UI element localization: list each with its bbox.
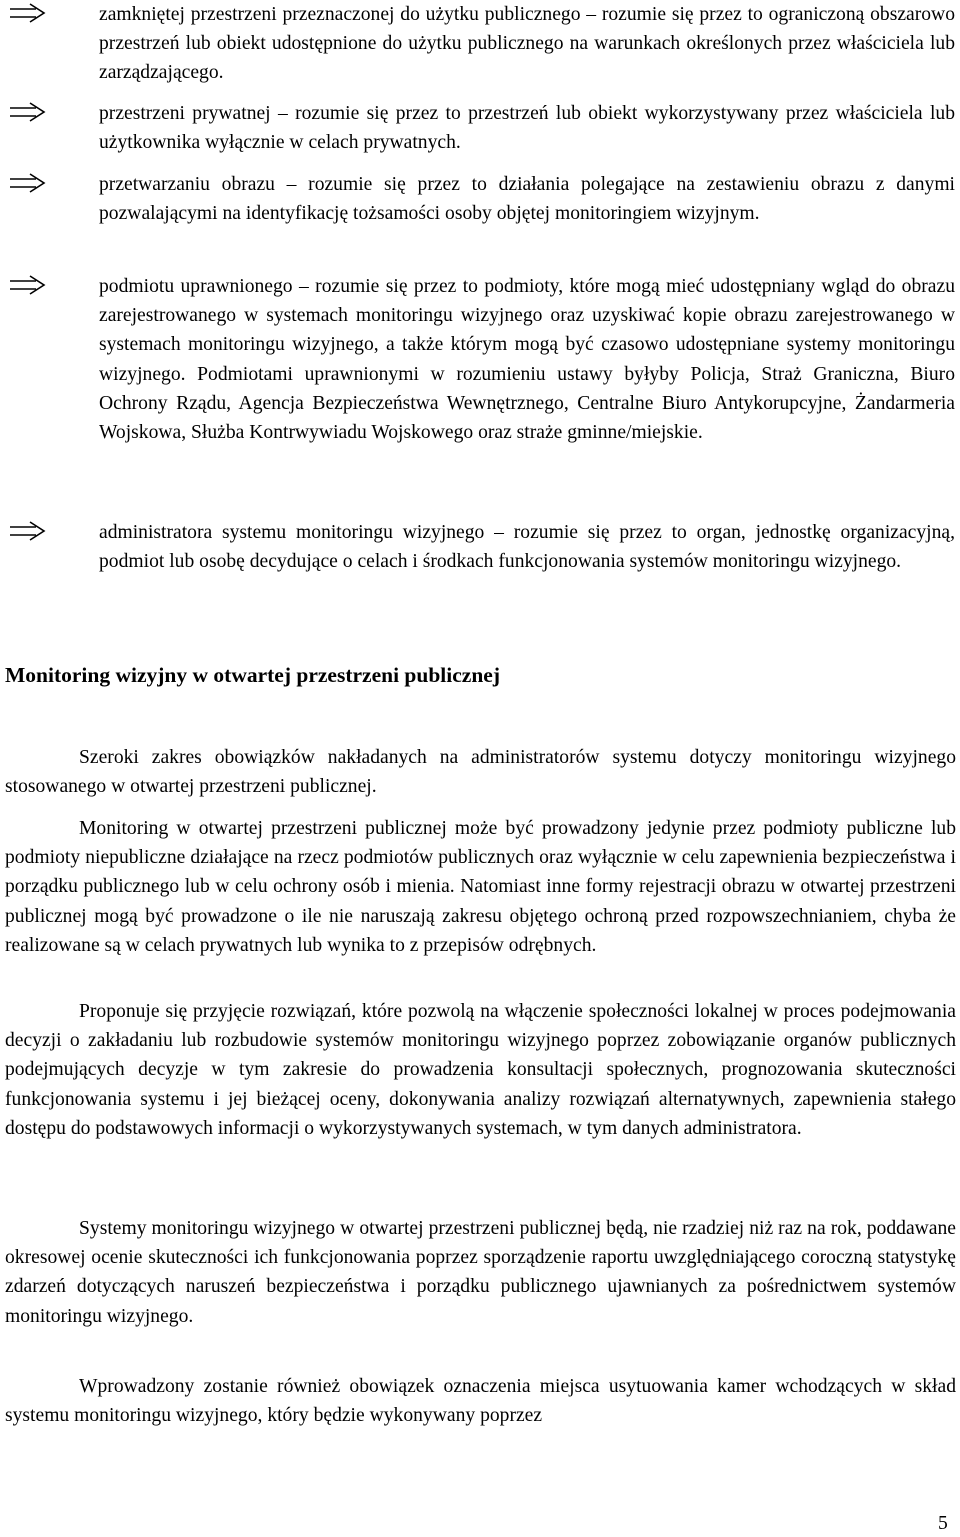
double-right-arrow-icon	[8, 101, 48, 123]
double-right-arrow-icon	[8, 520, 48, 542]
body-paragraph: Wprowadzony zostanie również obowiązek oznaczenia miejsca usytuowania kamer wchodzących w skład systemu monitoringu wizyjnego, który będzie wykonywany poprzez	[5, 1376, 956, 1427]
body-paragraph: Szeroki zakres obowiązków nakładanych na administratorów systemu dotyczy monitoringu wizyjnego stosowanego w otwartej przestrzeni publicznej.	[5, 747, 956, 798]
definition-text: administratora systemu monitoringu wizyjnego – rozumie się przez to organ, jednostkę organizacyjną, podmiot lub osobę decydujące o celach i środkach funkcjonowania systemów monitoringu wizyjnego.	[99, 522, 955, 573]
body-paragraph: Monitoring w otwartej przestrzeni publicznej może być prowadzony jedynie przez podmioty publiczne lub podmioty niepubliczne działające na rzecz podmiotów publicznych oraz wyłącznie w celu zapewnienia bezpieczeństwa i porządku publicznego lub w celu ochrony osób i mienia. Natomiast inne formy rejestracji obrazu w otwartej przestrzeni publicznej mogą być prowadzone o ile nie naruszają zakresu objętego ochroną przed rozpowszechnianiem, chyba że realizowane są w celach prywatnych lub wynika to z przepisów odrębnych.	[5, 818, 956, 956]
double-right-arrow-icon	[8, 172, 48, 194]
double-right-arrow-icon	[8, 274, 48, 296]
definition-text: zamkniętej przestrzeni przeznaczonej do użytku publicznego – rozumie się przez to ograniczoną obszarowo przestrzeń lub obiekt udostępnione do użytku publicznego na warunkach określonych przez właściciela lub zarządzającego.	[99, 4, 955, 84]
double-right-arrow-icon	[8, 2, 48, 24]
section-heading: Monitoring wizyjny w otwartej przestrzeni publicznej	[5, 663, 500, 687]
body-paragraph: Systemy monitoringu wizyjnego w otwartej przestrzeni publicznej będą, nie rzadziej niż raz na rok, poddawane okresowej ocenie skuteczności ich funkcjonowania poprzez sporządzenie raportu uwzględniającego coroczną statystykę zdarzeń dotyczących naruszeń bezpieczeństwa i porządku publicznego ujawnianych za pośrednictwem systemów monitoringu wizyjnego.	[5, 1218, 956, 1327]
definition-text: przetwarzaniu obrazu – rozumie się przez to działania polegające na zestawieniu obrazu z danymi pozwalającymi na identyfikację tożsamości osoby objętej monitoringiem wizyjnym.	[99, 174, 955, 225]
page-number: 5	[938, 1513, 948, 1534]
definition-text: podmiotu uprawnionego – rozumie się przez to podmioty, które mogą mieć udostępniany wgląd do obrazu zarejestrowanego w systemach monitoringu wizyjnego oraz uzyskiwać kopie obrazu zarejestrowanego w systemach monitoringu wizyjnego, a także którym mogą być czasowo udostępniane systemy monitoringu wizyjnego. Podmiotami uprawnionymi w rozumieniu ustawy byłyby Policja, Straż Graniczna, Biuro Ochrony Rządu, Agencja Bezpieczeństwa Wewnętrznego, Centralne Biuro Antykorupcyjne, Żandarmeria Wojskowa, Służba Kontrwywiadu Wojskowego oraz straże gminne/miejskie.	[99, 276, 955, 444]
definition-text: przestrzeni prywatnej – rozumie się przez to przestrzeń lub obiekt wykorzystywany przez właściciela lub użytkownika wyłącznie w celach prywatnych.	[99, 103, 955, 154]
body-paragraph: Proponuje się przyjęcie rozwiązań, które pozwolą na włączenie społeczności lokalnej w proces podejmowania decyzji o zakładaniu lub rozbudowie systemów monitoringu wizyjnego poprzez zobowiązanie organów publicznych podejmujących decyzje w tym zakresie do prowadzenia konsultacji społecznych, prognozowania skuteczności funkcjonowania systemu i jej bieżącej oceny, dokonywania analizy rozwiązań alternatywnych, zapewnienia stałego dostępu do podstawowych informacji o wykorzystywanych systemach, w tym danych administratora.	[5, 1001, 956, 1139]
